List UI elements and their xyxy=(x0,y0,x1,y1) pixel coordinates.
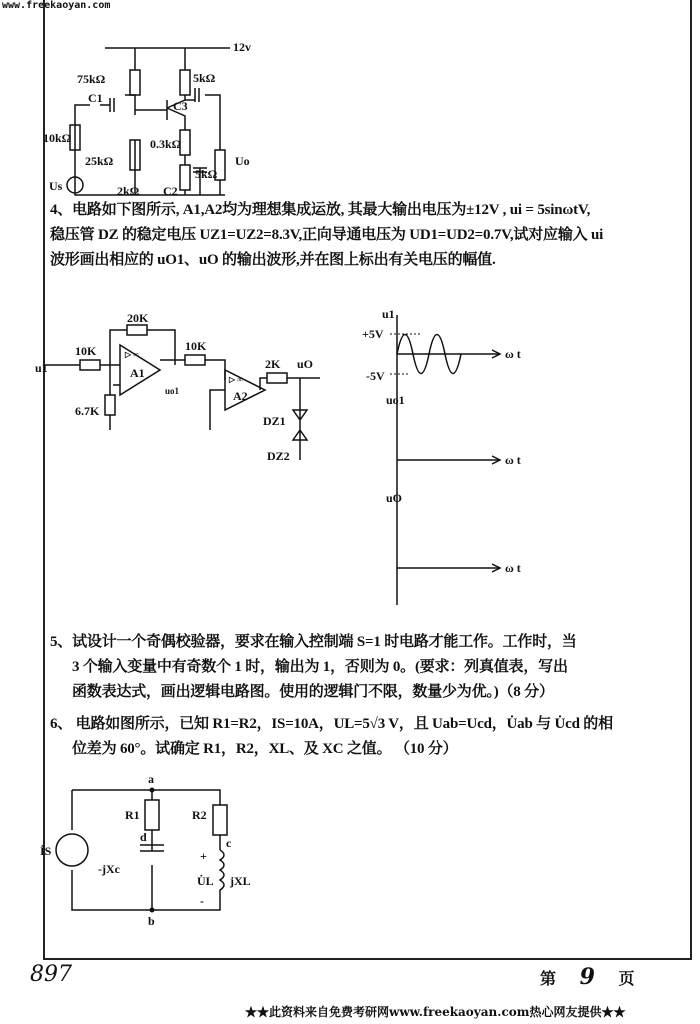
dz1-label: DZ1 xyxy=(263,414,286,428)
node-a-label: a xyxy=(148,772,154,786)
uo-label: Uo xyxy=(235,154,250,168)
uo-axis-label: uO xyxy=(386,491,403,505)
dz2-label: DZ2 xyxy=(267,449,290,463)
minus5-label: -5V xyxy=(366,369,385,383)
c3-label: C3 xyxy=(173,99,188,113)
question-6 xyxy=(50,712,690,762)
us-label: Us xyxy=(49,179,63,193)
q6-line: 6、 电路如图所示，已知 R1=R2，IS=10A，UL=5√3 V，且 Uab=Ucd，U̇ab 与 U̇cd 的相 xyxy=(50,716,613,732)
rl-label: 5kΩ xyxy=(195,167,218,181)
vcc-label: 12v xyxy=(233,40,251,54)
a2-label: A2 xyxy=(233,389,248,403)
page-number xyxy=(540,964,635,990)
xc-label: -jXc xyxy=(98,862,120,876)
node-c-label: c xyxy=(226,836,232,850)
plus-label: + xyxy=(200,849,207,863)
r2-label: R2 xyxy=(192,808,207,822)
u1-axis-label: u1 xyxy=(382,307,395,321)
opamp-symbol: ▷ ∞ xyxy=(125,350,139,359)
r2-label: 10K xyxy=(185,339,207,353)
c2-label: C2 xyxy=(163,184,178,198)
re2-label: 2kΩ xyxy=(117,184,140,198)
q5-line: 3 个输入变量中有奇数个 1 时，输出为 1，否则为 0。(要求：列真值表，写出 xyxy=(72,659,568,675)
uo1-axis-label: uo1 xyxy=(386,393,405,407)
page-num: 9 xyxy=(579,964,595,990)
r4-label: 6.7K xyxy=(75,404,100,418)
wt-label: ω t xyxy=(505,453,521,467)
uo1-label: uo1 xyxy=(165,386,180,396)
q4-line: 4、电路如下图所示, A1,A2均为理想集成运放, 其最大输出电压为±12V , ui = 5sinωtV, xyxy=(50,202,591,218)
node-b-label: b xyxy=(148,914,155,928)
rb2-label: 25kΩ xyxy=(85,154,114,168)
re1-label: 0.3kΩ xyxy=(150,137,182,151)
opamp-circuit xyxy=(35,310,345,470)
question-5 xyxy=(50,630,690,705)
c1-label: C1 xyxy=(88,91,103,105)
footer-banner: ★★此资料来自免费考研网www.freekaoyan.com热心网友提供★★ xyxy=(245,1005,626,1019)
q5-line: 函数表达式，画出逻辑电路图。使用的逻辑门不限，数量少为优。)（8 分） xyxy=(72,684,554,700)
q5-line: 5、试设计一个奇偶校验器，要求在输入控制端 S=1 时电路才能工作。工作时，当 xyxy=(50,634,577,650)
q4-line: 稳压管 DZ 的稳定电压 UZ1=UZ2=8.3V,正向导通电压为 UD1=UD2=0.7V,试对应输入 ui xyxy=(50,227,604,243)
is-label: İS xyxy=(40,844,52,858)
r3-label: 2K xyxy=(265,357,281,371)
waveform-graphs xyxy=(360,307,560,610)
a1-label: A1 xyxy=(130,366,145,380)
page-prefix: 第 xyxy=(540,969,557,988)
plus5-label: +5V xyxy=(362,327,384,341)
xl-label: jXL xyxy=(230,874,251,888)
u1-label: u1 xyxy=(35,361,48,375)
q6-line: 位差为 60°。试确定 R1，R2，XL、及 XC 之值。 （10 分） xyxy=(72,741,458,757)
opamp-symbol: ▷ ∞ xyxy=(229,375,243,384)
wt-label: ω t xyxy=(505,347,521,361)
wt-label: ω t xyxy=(505,561,521,575)
question-4 xyxy=(50,198,690,273)
q4-line: 波形画出相应的 uO1、uO 的输出波形,并在图上标出有关电压的幅值. xyxy=(50,252,496,268)
rs-label: 10kΩ xyxy=(43,131,72,145)
amplifier-circuit xyxy=(43,40,255,205)
node-d-label: d xyxy=(140,830,147,844)
uo-label: uO xyxy=(297,357,314,371)
rb1-label: 75kΩ xyxy=(77,72,106,86)
minus-label: - xyxy=(200,894,204,908)
rc-label: 5kΩ xyxy=(193,71,216,85)
site-url: www.freekaoyan.com xyxy=(2,0,111,11)
r1-label: R1 xyxy=(125,808,140,822)
r1-label: 10K xyxy=(75,344,97,358)
rf-label: 20K xyxy=(127,311,149,325)
exam-code: 897 xyxy=(30,962,72,987)
ul-label: U̇L xyxy=(197,874,214,888)
ac-circuit xyxy=(40,772,260,928)
page-suffix: 页 xyxy=(618,969,635,988)
